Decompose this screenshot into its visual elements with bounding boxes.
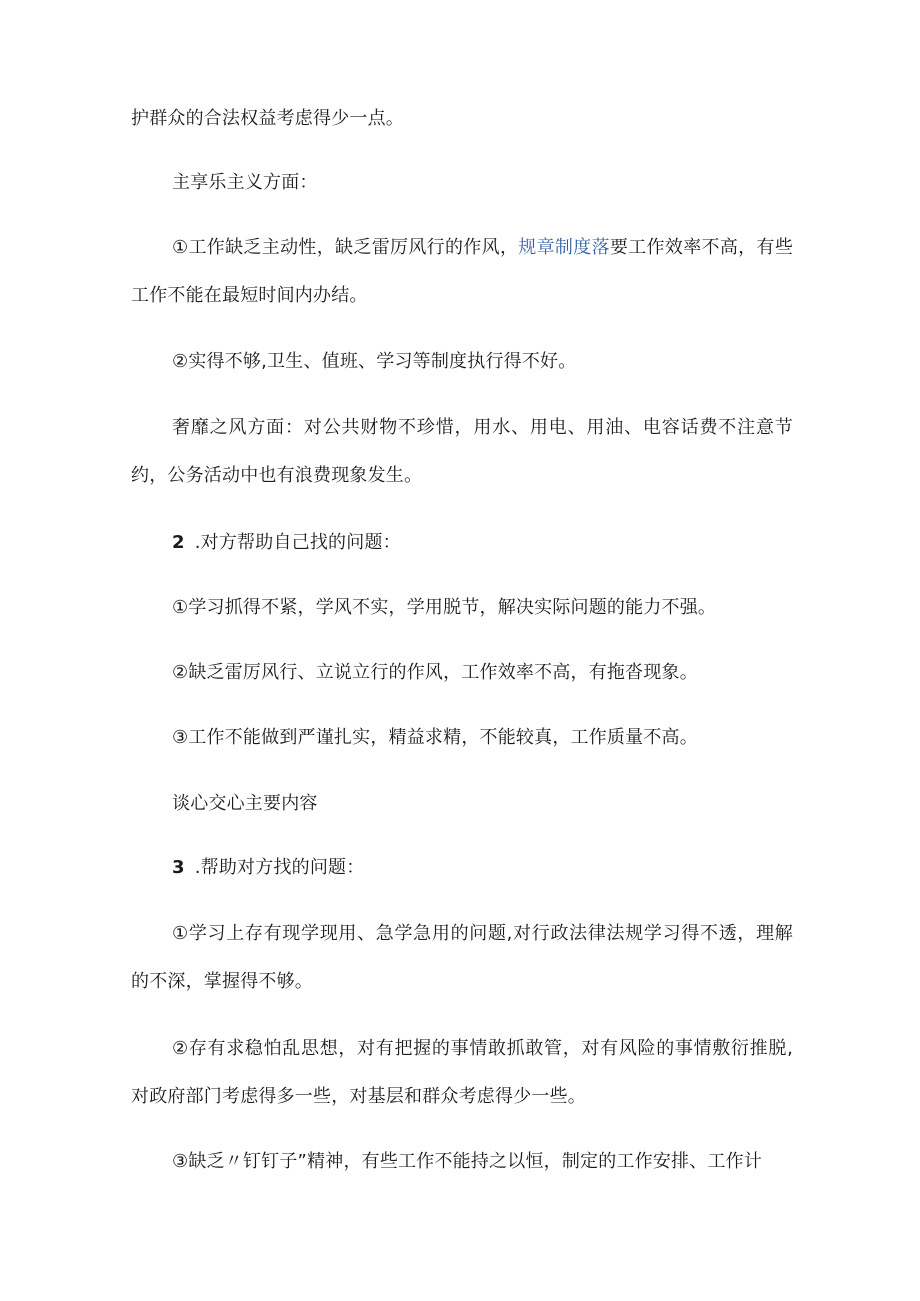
section-heading-2 — [131, 519, 793, 567]
paragraph-text: ①工作缺乏主动性，缺乏雷厉风行的作风， — [172, 237, 519, 258]
section-number: 2 — [172, 532, 185, 553]
regulations-link[interactable]: 规章制度落 — [518, 237, 610, 258]
subheading-heart-talk: 谈心交心主要内容 — [172, 793, 318, 814]
section-title: .帮助对方找的问题： — [194, 857, 365, 878]
paragraph-text: 要工作效率不高，有些工作不能在最短时间内办结。 — [131, 237, 794, 306]
paragraph-problem-1: ①学习抓得不紧，学风不实，学用脱节，解决实际问题的能力不强。 — [172, 597, 717, 618]
paragraph-hedonism-item-1 — [131, 224, 793, 320]
paragraph-help-1: ①学习上存有现学现用、急学急用的问题,对行政法律法规学习得不透，理解的不深，掌握得不够。 — [131, 923, 793, 992]
paragraph-hedonism-heading: 主享乐主义方面： — [172, 172, 318, 193]
paragraph-extravagance: 奢靡之风方面：对公共财物不珍惜，用水、用电、用油、电容话费不注意节约，公务活动中也有浪费现象发生。 — [131, 417, 793, 486]
paragraph-problem-3: ③工作不能做到严谨扎实，精益求精，不能较真，工作质量不高。 — [172, 727, 698, 748]
paragraph-problem-2: ②缺乏雷厉风行、立说立行的作风，工作效率不高，有拖沓现象。 — [172, 662, 698, 683]
paragraph-continuation: 护群众的合法权益考虑得少一点。 — [131, 108, 404, 129]
section-number: 3 — [172, 857, 185, 878]
paragraph-help-2: ②存有求稳怕乱思想，对有把握的事情敢抓敢管，对有风险的事情敷衍推脱,对政府部门考虑得多一些，对基层和群众考虑得少一些。 — [131, 1038, 793, 1107]
section-heading-3 — [131, 844, 793, 892]
section-title: .对方帮助自己找的问题： — [194, 532, 401, 553]
paragraph-help-3: ③缺乏〃钉钉子”精神，有些工作不能持之以恒，制定的工作安排、工作计 — [172, 1151, 763, 1172]
paragraph-hedonism-item-2: ②实得不够,卫生、值班、学习等制度执行得不好。 — [172, 351, 577, 372]
